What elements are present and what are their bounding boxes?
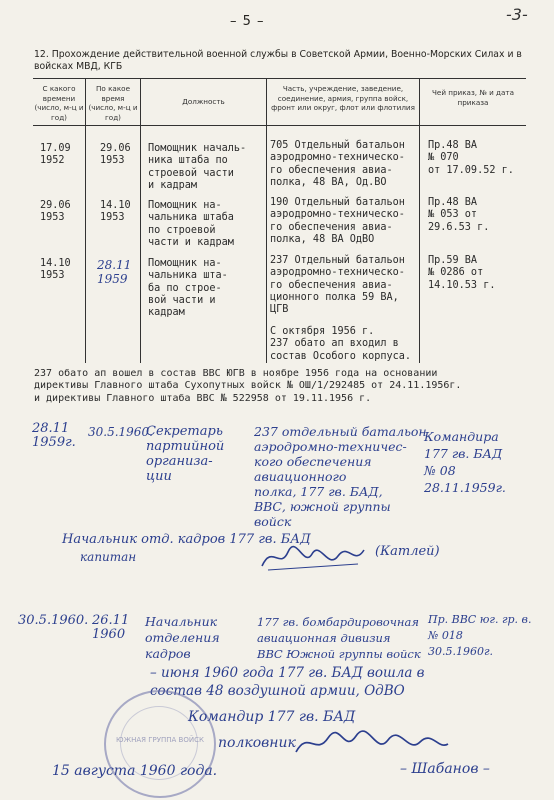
table-top-line <box>33 78 526 79</box>
row-1-from: 17.09 1952 <box>40 143 71 167</box>
row-3-unit: 237 Отдельный батальон аэродромно-техническо- го обеспечения авиа- ционного полка 59 ВА, ЦГВ <box>270 255 405 316</box>
hand-row-2-unit: 177 гв. бомбардировочная авиационная дивизия ВВС Южной группы войск <box>257 615 421 661</box>
row-3-position: Помощник на- чальника шта- ба по строе- вой части и кадрам <box>148 258 228 319</box>
sign-1-name: (Катлей) <box>375 544 440 559</box>
row-3-from: 14.10 1953 <box>40 258 71 282</box>
hand-row-2-order: Пр. ВВС юг. гр. в. № 018 30.5.1960г. <box>428 613 532 658</box>
corner-page-number: -3- <box>506 5 528 24</box>
row-1-position: Помощник началь- ника штаба по строевой части и кадрам <box>148 143 247 191</box>
row-2-to: 14.10 1953 <box>100 200 131 224</box>
hand-row-2-position: Начальник отделения кадров <box>145 614 220 661</box>
section-title: 12. Прохождение действительной военной службы в Советской Армии, Военно-Морских Силах и в войсках МВД, КГБ <box>34 49 522 72</box>
row-1-unit: 705 Отдельный батальон аэродромно-техническо- го обеспечения авиа- полка, 48 ВА, Од.ВО <box>270 140 405 188</box>
stamp-text: ЮЖНАЯ ГРУППА ВОЙСК <box>116 736 204 744</box>
row-3-to: 28.11 1959 <box>97 258 132 286</box>
table-col-line <box>85 78 86 363</box>
sign-2-rank: полковник <box>218 735 296 751</box>
header-order: Чей приказ, № и дата приказа <box>431 88 515 107</box>
row-note: С октября 1956 г. 237 обато ап входил в состав Особого корпуса. <box>270 326 412 362</box>
row-3-order: Пр.59 ВА № 0286 от 14.10.53 г. <box>428 255 496 291</box>
sign-1-title: Начальник отд. кадров 177 гв. БАД <box>62 532 311 547</box>
row-2-unit: 190 Отдельный батальон аэродромно-техническо- го обеспечения авиа- полка, 48 ВА ОдВО <box>270 197 405 245</box>
signature-1 <box>258 540 368 576</box>
signature-2 <box>292 724 452 764</box>
transfer-note: – июня 1960 года 177 гв. БАД вошла в состав 48 воздушной армии, ОдВО <box>150 665 425 699</box>
table-col-line <box>419 78 420 363</box>
table-col-line <box>266 78 267 363</box>
hand-row-1-to: 30.5.1960. <box>88 425 153 439</box>
hand-row-1-order: Командира 177 гв. БАД № 08 28.11.1959г. <box>424 429 506 495</box>
table-col-line <box>140 78 141 363</box>
hand-row-1-position: Секретарь партийной организа- ции <box>146 424 225 484</box>
sign-2-title: Командир 177 гв. БАД <box>188 709 356 725</box>
hand-row-1-from: 28.11 1959г. <box>32 421 76 450</box>
table-header-line <box>33 125 526 126</box>
row-2-from: 29.06 1953 <box>40 200 71 224</box>
header-unit: Часть, учреждение, заведение, соединение, армия, группа войск, фронт или округ, флот или флотилия <box>271 84 415 112</box>
hand-row-2-from: 30.5.1960. <box>18 613 89 628</box>
hand-row-2-to: 26.11 1960 <box>92 613 130 642</box>
sign-1-rank: капитан <box>80 550 137 564</box>
header-position: Должность <box>182 97 225 106</box>
row-1-to: 29.06 1953 <box>100 143 131 167</box>
header-from: С какого времени (число, м-ц и год) <box>34 84 84 122</box>
row-2-position: Помощник на- чальника штаба по строевой части и кадрам <box>148 200 234 248</box>
official-stamp <box>104 690 216 798</box>
sign-2-name: – Шабанов – <box>400 761 490 777</box>
transfer-paragraph: 237 обато ап вошел в состав ВВС ЮГВ в ноябре 1956 года на основании директивы Главного штаба Сухопутных войск № ОШ/1/292485 от 24.11.1956г. и директивы Главного штаба ВВС № 522958 от 19.11.1956 г. <box>34 368 462 404</box>
row-1-order: Пр.48 ВА № 070 от 17.09.52 г. <box>428 140 514 176</box>
hand-row-1-unit: 237 отдельный батальон аэродромно-техничес- кого обеспечения авиационного полка, 177 гв. БАД, ВВС, южной группы войск <box>254 424 427 529</box>
date-line: 15 августа 1960 года. <box>52 763 218 779</box>
page-number: – 5 – <box>230 14 265 29</box>
header-to: По какое время (число, м-ц и год) <box>88 84 138 122</box>
row-2-order: Пр.48 ВА № 053 от 29.6.53 г. <box>428 197 490 233</box>
